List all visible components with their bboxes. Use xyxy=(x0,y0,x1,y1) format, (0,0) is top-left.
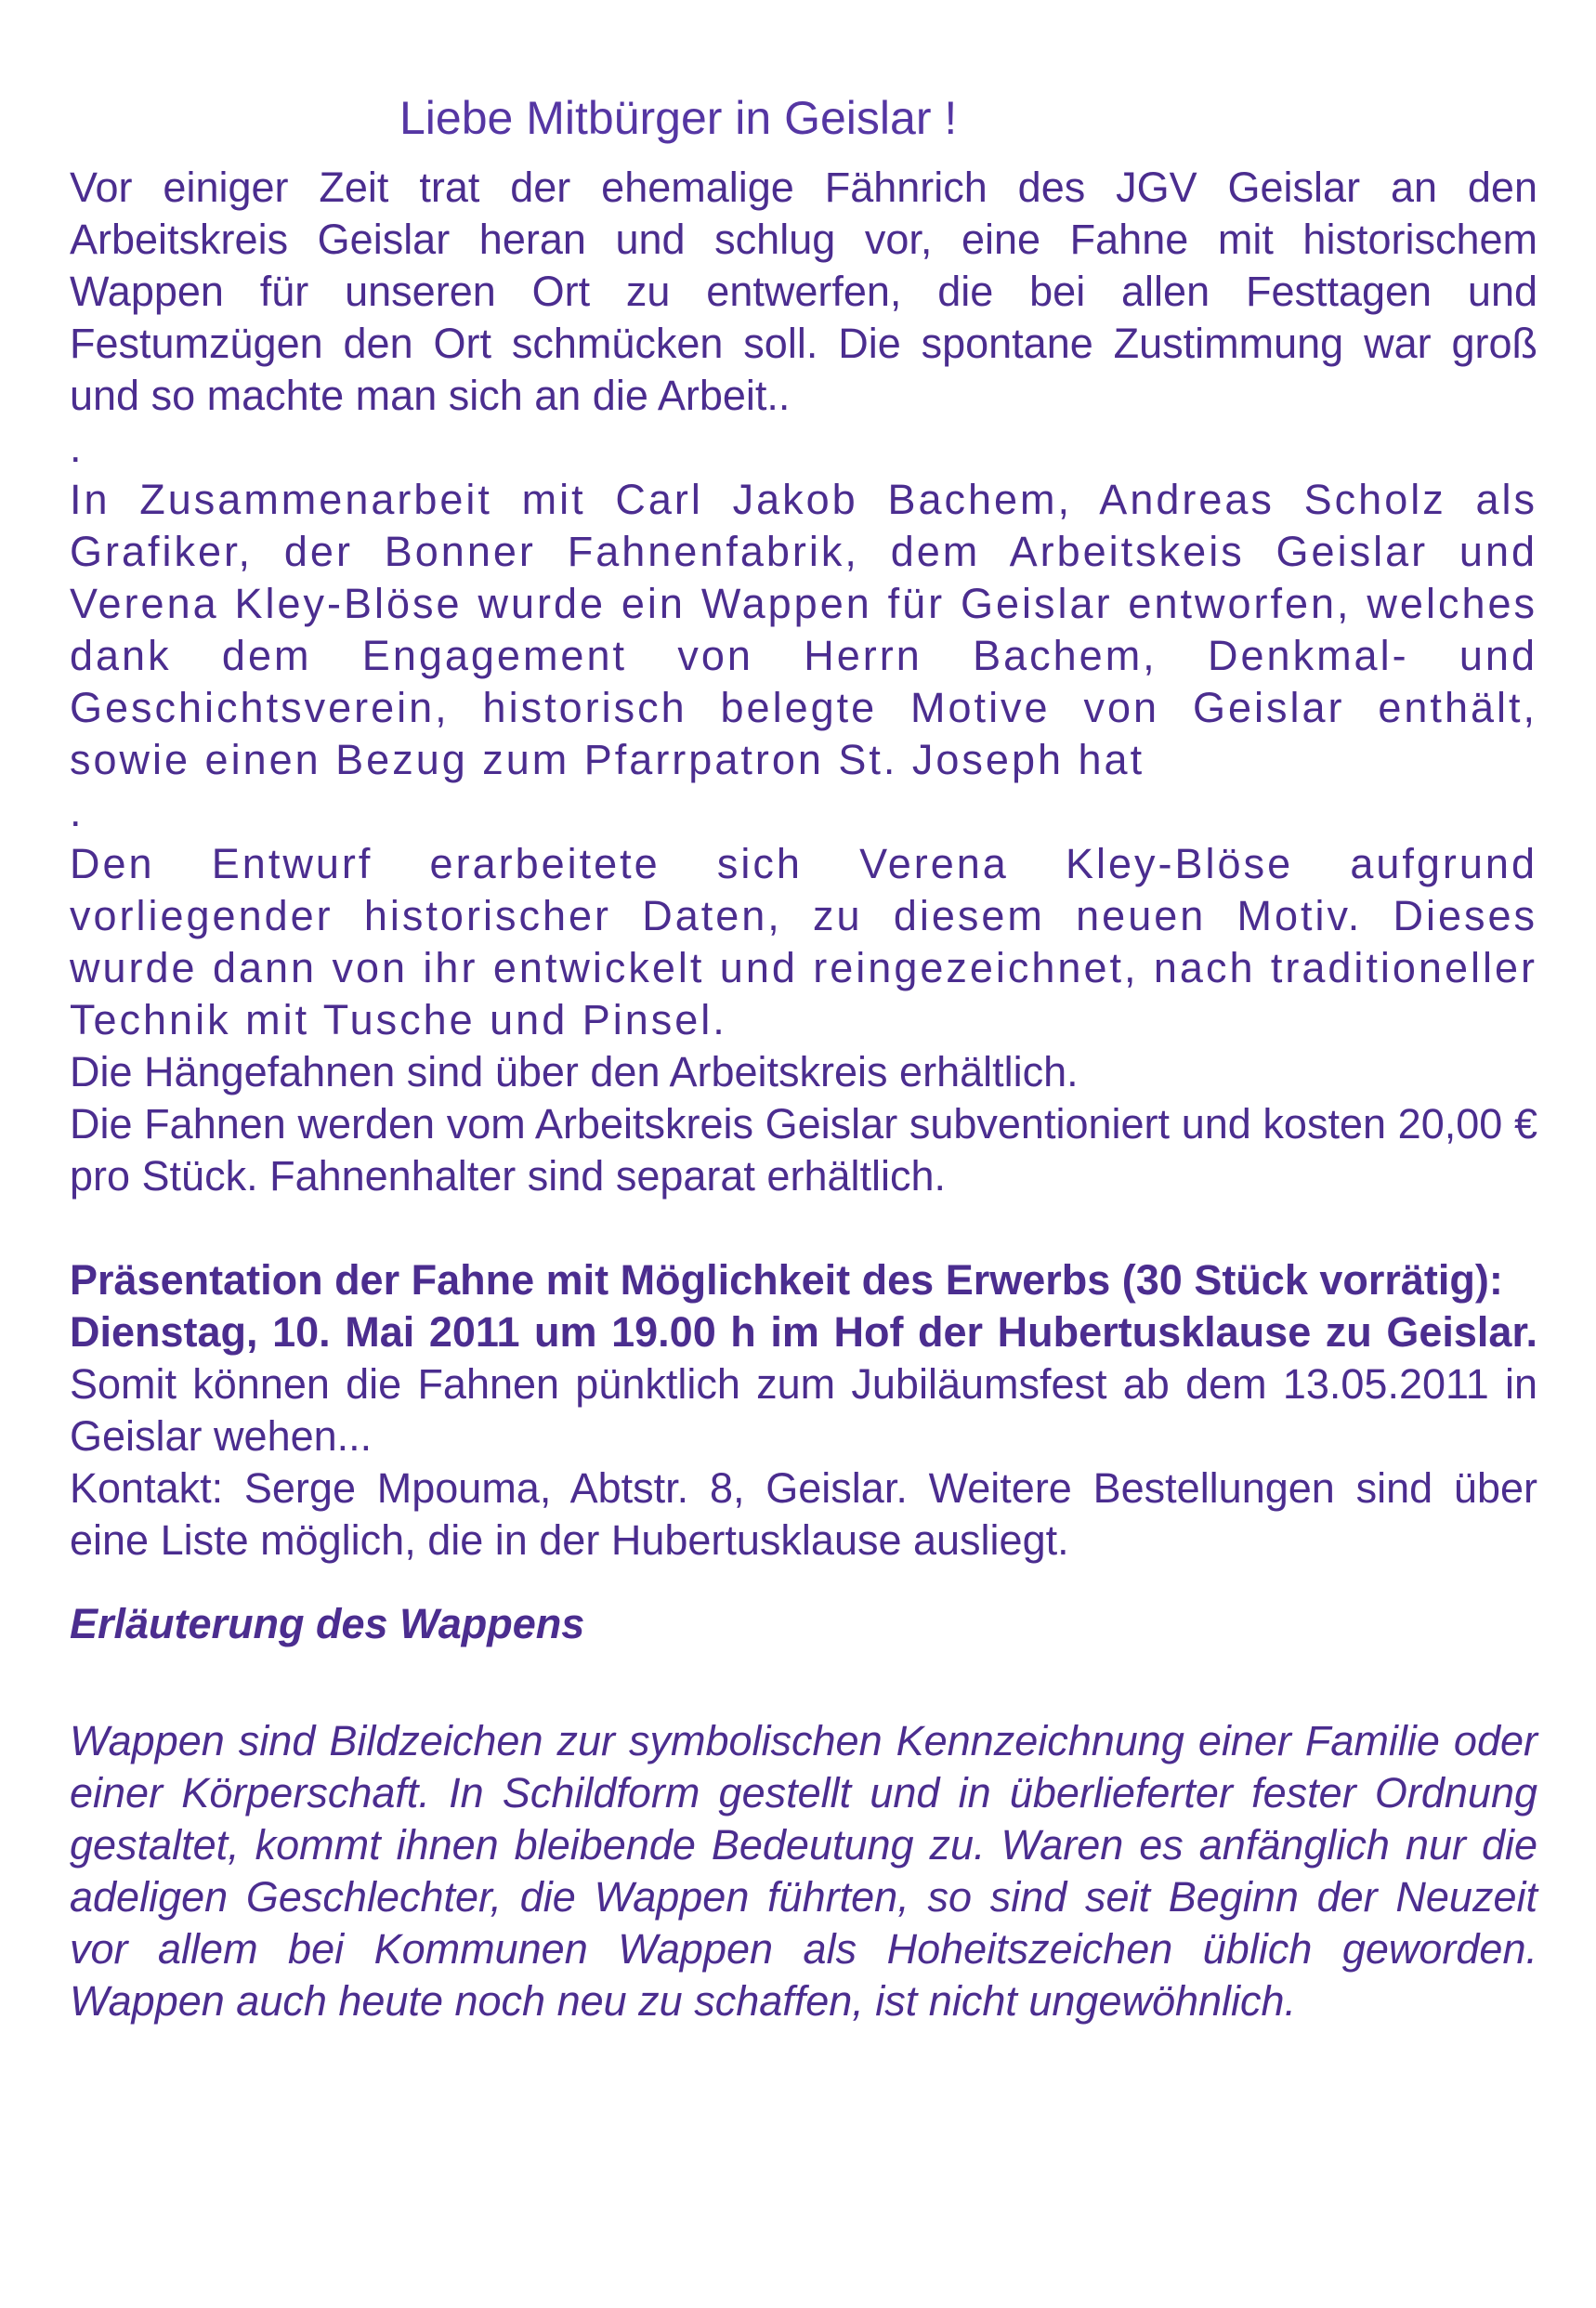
page-title: Liebe Mitbürger in Geislar ! xyxy=(399,92,958,144)
spacer xyxy=(70,1567,1537,1598)
separator-dot: . xyxy=(70,788,82,835)
presentation-text: Somit können die Fahnen pünktlich zum Jubiläumsfest ab dem 13.05.2011 in Geislar wehen... xyxy=(70,1360,1537,1460)
spacer xyxy=(70,1650,1537,1715)
spacer xyxy=(70,1202,1537,1254)
presentation-heading: Präsentation der Fahne mit Möglichkeit des Erwerbs (30 Stück vorrätig): xyxy=(70,1256,1503,1304)
intro-paragraph: Vor einiger Zeit trat der ehemalige Fähnrich des JGV Geislar an den Arbeitskreis Geislar heran und schlug vor, eine Fahne mit historischem Wappen für unseren Ort zu entwerfen, die bei allen Festtagen und Festumzügen den Ort schmücken soll. Die spontane Zustimmung war groß und so machte man sich an die Arbeit.. xyxy=(70,164,1537,419)
collaboration-paragraph: In Zusammenarbeit mit Carl Jakob Bachem, Andreas Scholz als Grafiker, der Bonner Fahnenfabrik, dem Arbeitskeis Geislar und Verena Kley-Blöse wurde ein Wappen für Geislar entworfen, welches dank dem Engagement von Herrn Bachem, Denkmal- und Geschichtsverein, historisch belegte Motive von Geislar enthält, sowie einen Bezug zum Pfarrpatron St. Joseph hat xyxy=(70,476,1537,783)
design-paragraph: Den Entwurf erarbeitete sich Verena Kley-Blöse aufgrund vorliegender historischer Daten, zu diesem neuen Motiv. Dieses wurde dann von ihr entwickelt und reingezeichnet, nach traditioneller Technik mit Tusche und Pinsel. xyxy=(70,840,1537,1043)
separator-dot: . xyxy=(70,424,82,471)
presentation-date: Dienstag, 10. Mai 2011 um 19.00 h im Hof der Hubertusklause zu Geislar. xyxy=(70,1308,1537,1356)
document-page xyxy=(70,85,1537,2027)
presentation-paragraph xyxy=(70,1306,1537,1462)
availability-paragraph: Die Hängefahnen sind über den Arbeitskreis erhältlich. xyxy=(70,1048,1079,1095)
explanation-paragraph: Wappen sind Bildzeichen zur symbolischen Kennzeichnung einer Familie oder einer Körperschaft. In Schildform gestellt und in überlieferter fester Ordnung gestaltet, kommt ihnen bleibende Bedeutung zu. Waren es anfänglich nur die adeligen Geschlechter, die Wappen führten, so sind seit Beginn der Neuzeit vor allem bei Kommunen Wappen als Hoheitszeichen üblich geworden. Wappen auch heute noch neu zu schaffen, ist nicht ungewöhnlich. xyxy=(70,1717,1537,2025)
contact-paragraph: Kontakt: Serge Mpouma, Abtstr. 8, Geislar. Weitere Bestellungen sind über eine Liste möglich, die in der Hubertusklause ausliegt. xyxy=(70,1464,1537,1564)
explanation-heading: Erläuterung des Wappens xyxy=(70,1600,585,1647)
price-paragraph: Die Fahnen werden vom Arbeitskreis Geislar subventioniert und kosten 20,00 € pro Stück. Fahnenhalter sind separat erhältlich. xyxy=(70,1100,1537,1200)
